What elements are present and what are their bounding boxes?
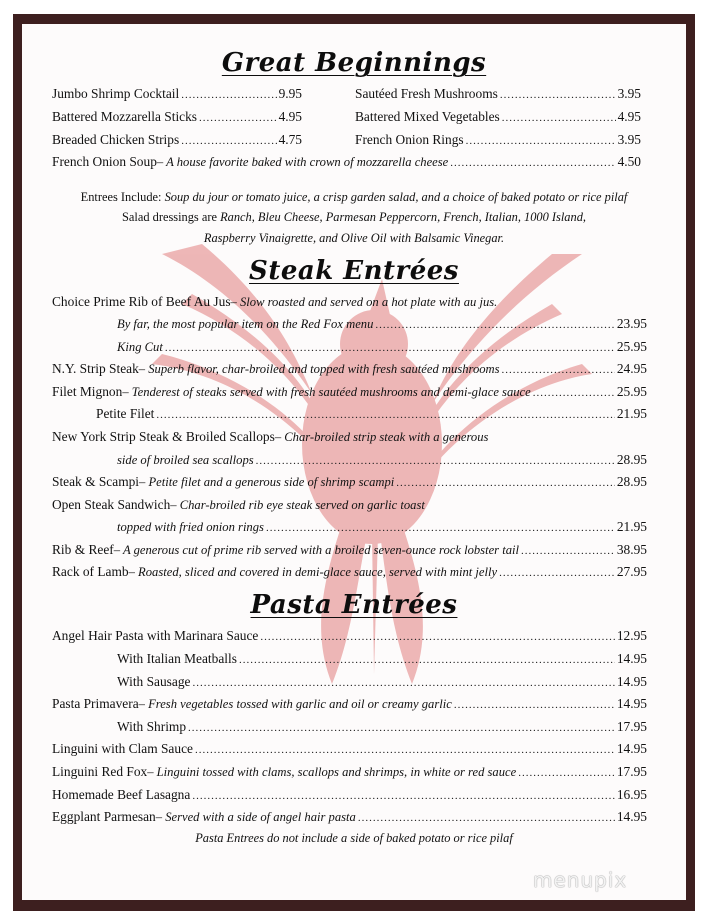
menupix-watermark: menupix [533, 868, 628, 892]
menu-item: With Italian Meatballs ..... 14.95 [117, 650, 647, 669]
menu-item: Sautéed Fresh Mushrooms ..... 3.95 [355, 85, 641, 104]
menu-item: Open Steak Sandwich – Char-broiled rib eye steak served on garlic toast [52, 497, 425, 512]
menu-item: New York Strip Steak & Broiled Scallops – Char-broiled strip steak with a generous [52, 429, 489, 444]
salad-dressings-note: Salad dressings are Ranch, Bleu Cheese, Parmesan Peppercorn, French, Italian, 1000 Island, [122, 210, 586, 224]
menu-item: With Sausage ..... 14.95 [117, 673, 647, 692]
pasta-entrees-heading: Pasta Entrées [250, 590, 458, 620]
menu-item: Petite Filet ..... 21.95 [96, 405, 647, 424]
menu-item: Homemade Beef Lasagna ..... 16.95 [52, 786, 647, 805]
steak-entrees-heading: Steak Entrées [249, 256, 459, 286]
menu-item: N.Y. Strip Steak – Superb flavor, char-broiled and topped with fresh sautéed mushrooms ..... 24.95 [52, 360, 647, 379]
menu-item: Battered Mozzarella Sticks ..... 4.95 [52, 108, 302, 127]
menu-item-detail: King Cut ..... 25.95 [117, 338, 647, 357]
entrees-include-note: Entrees Include: Soup du jour or tomato juice, a crisp garden salad, and a choice of baked potato or rice pilaf [80, 190, 628, 204]
menu-item: Choice Prime Rib of Beef Au Jus – Slow roasted and served on a hot plate with au jus. [52, 294, 498, 309]
menu-item-detail: side of broiled sea scallops ..... 28.95 [117, 451, 647, 470]
menu-item: Linguini with Clam Sauce ..... 14.95 [52, 740, 647, 759]
menu-item: Rib & Reef – A generous cut of prime rib served with a broiled seven-ounce rock lobster tail ..... 38.95 [52, 541, 647, 560]
menu-item: Rack of Lamb – Roasted, sliced and covered in demi-glace sauce, served with mint jelly ..... 27.95 [52, 563, 647, 582]
menu-page [22, 24, 686, 900]
menu-item: Pasta Primavera – Fresh vegetables tossed with garlic and oil or creamy garlic ..... 14.95 [52, 695, 647, 714]
menu-item: Filet Mignon – Tenderest of steaks served with fresh sautéed mushrooms and demi-glace sauce ..... 25.95 [52, 383, 647, 402]
menu-item: Angel Hair Pasta with Marinara Sauce ..... 12.95 [52, 627, 647, 646]
menu-item: Breaded Chicken Strips ..... 4.75 [52, 131, 302, 150]
menu-item: With Shrimp ..... 17.95 [117, 718, 647, 737]
pasta-entrees-note: Pasta Entrees do not include a side of baked potato or rice pilaf [195, 831, 513, 845]
great-beginnings-heading: Great Beginnings [221, 48, 487, 78]
menu-item: Jumbo Shrimp Cocktail ..... 9.95 [52, 85, 302, 104]
salad-dressings-note-cont: Raspberry Vinaigrette, and Olive Oil with Balsamic Vinegar. [203, 231, 505, 245]
menu-item: Steak & Scampi – Petite filet and a generous side of shrimp scampi ..... 28.95 [52, 473, 647, 492]
menu-item: French Onion Soup – A house favorite baked with crown of mozzarella cheese ..... 4.50 [52, 153, 641, 172]
menu-item: Linguini Red Fox – Linguini tossed with clams, scallops and shrimps, in white or red sauce ..... 17.95 [52, 763, 647, 782]
menu-item-detail: By far, the most popular item on the Red Fox menu ..... 23.95 [117, 315, 647, 334]
menu-item-detail: topped with fried onion rings ..... 21.95 [117, 518, 647, 537]
menu-item: Battered Mixed Vegetables ..... 4.95 [355, 108, 641, 127]
menu-item: French Onion Rings ..... 3.95 [355, 131, 641, 150]
menu-item: Eggplant Parmesan – Served with a side of angel hair pasta ..... 14.95 [52, 808, 647, 827]
